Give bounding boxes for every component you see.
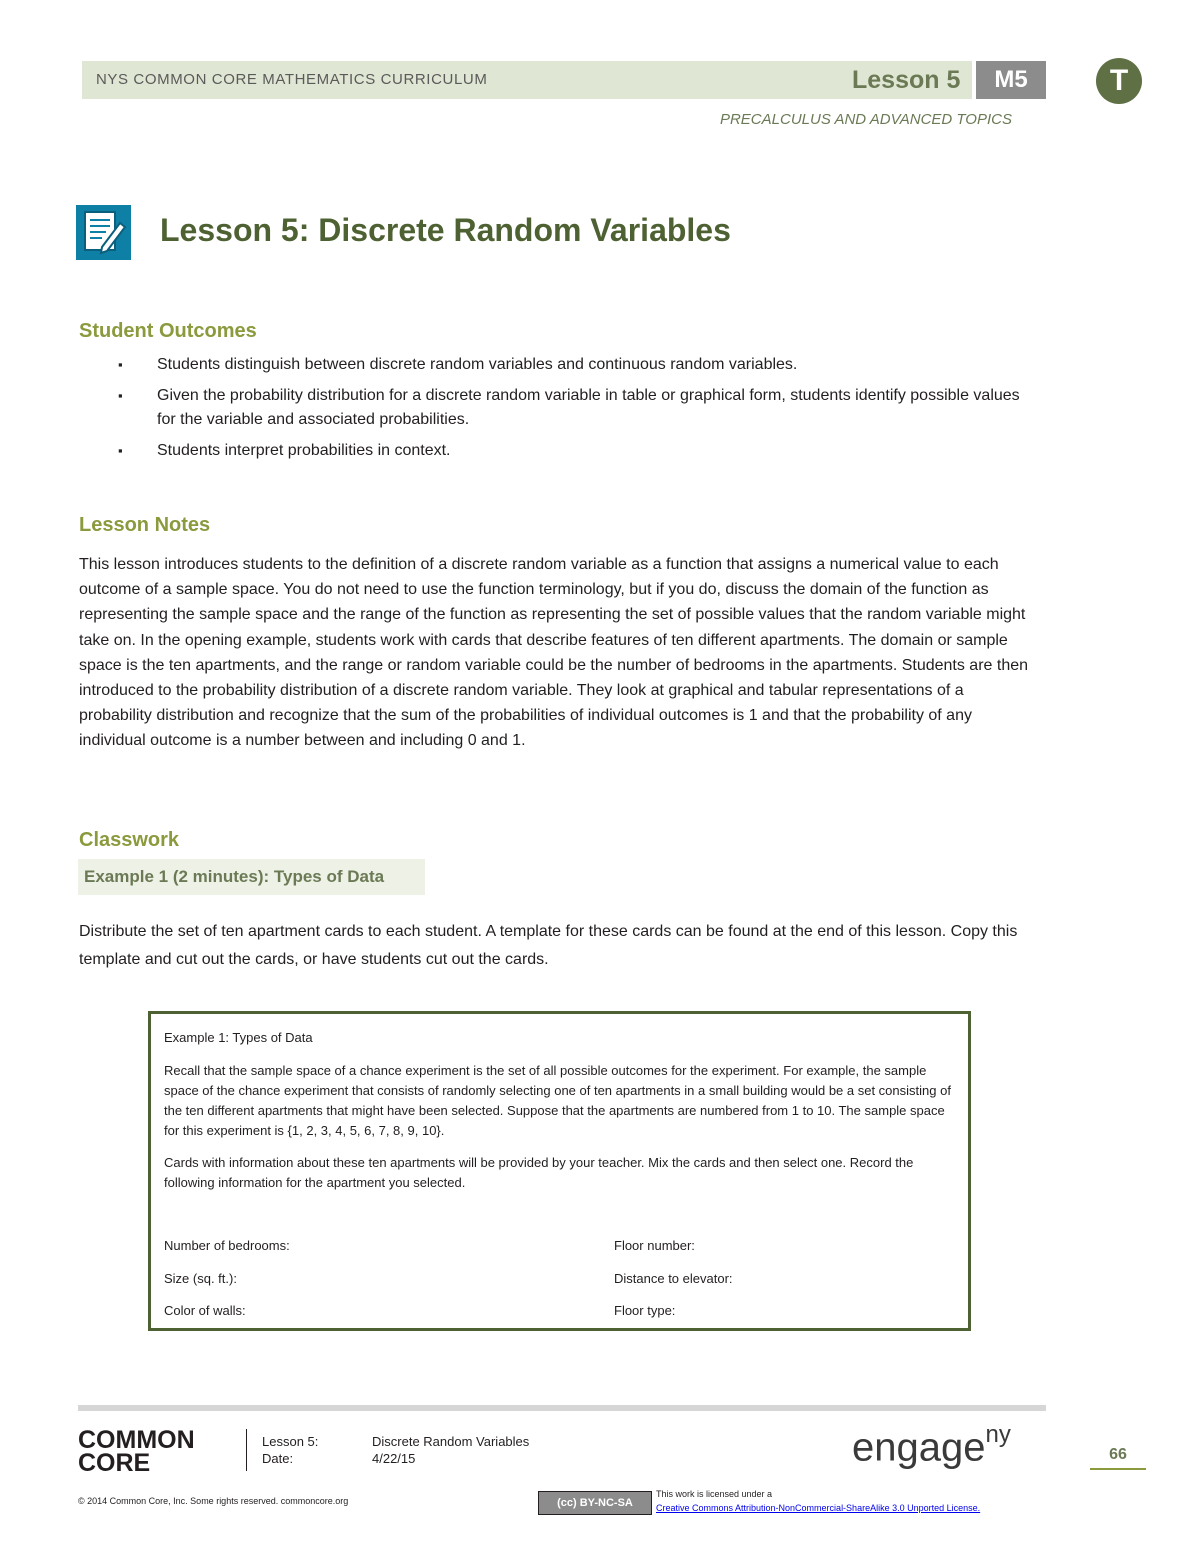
box-paragraph-2: Cards with information about these ten apartments will be provided by your teacher. Mix the cards and then select one. Record the following information for the apartment you selected. [164, 1155, 914, 1190]
outcome-item: ▪ Students distinguish between discrete random variables and continuous random variables. [118, 353, 1033, 377]
outcome-item: ▪ Students interpret probabilities in context. [118, 439, 1033, 463]
cc-license-badge[interactable]: (cc) BY-NC-SA [538, 1491, 652, 1515]
copyright: © 2014 Common Core, Inc. Some rights reserved. commoncore.org [78, 1496, 349, 1506]
license-text: This work is licensed under a [656, 1489, 773, 1499]
footer-divider [78, 1405, 1046, 1411]
footer-date-label: Date: [262, 1451, 294, 1466]
engageny-logo: engage$^{ny}$ [852, 1421, 1011, 1470]
course-name: PRECALCULUS AND ADVANCED TOPICS [719, 111, 1012, 128]
page-number: 66 [1109, 1446, 1127, 1463]
footer-separator [246, 1429, 247, 1471]
page-number-underline [1090, 1468, 1146, 1470]
page-title: Lesson 5: Discrete Random Variables [160, 212, 731, 248]
outcome-item: ▪ Given the probability distribution for a discrete random variable in table or graphical form, students identify possible values for the variable and associated probabilities. [118, 384, 1033, 432]
field-elevator-distance: Distance to elevator: [614, 1271, 733, 1286]
field-floor-type: Floor type: [614, 1303, 676, 1318]
field-size: Size (sq. ft.): [164, 1271, 237, 1286]
student-example-box [148, 1011, 971, 1331]
outcomes-heading: Student Outcomes [79, 320, 257, 342]
lesson-notebook-icon [76, 205, 131, 260]
notes-paragraph: This lesson introduces students to the definition of a discrete random variable as a function that assigns a numerical value to each outcome of a sample space. You do not need to use the function terminology, but if you do, discuss the domain of the function as representing the sample space and the range of the function as representing the set of possible values that the random variable might take on. In the opening example, students work with cards that describe features of ten different apartments. The domain or sample space is the ten apartments, and the range or random variable could be the number of bedrooms in the apartments. Students are then introduced to the probability distribution of a discrete random variable. They look at graphical and tabular representations of a probability distribution and recognize that the sum of the probabilities of individual outcomes is 1 and that the probability of any individual outcome is a number between and including 0 and 1. [79, 556, 1029, 750]
example-heading-box [78, 859, 425, 895]
box-paragraph-1: Recall that the sample space of a chance experiment is the set of all possible outcomes for the experiment. For example, the sample space of the chance experiment that consists of randomly selecting one of ten apartments in a small building would be a set consisting of the ten different apartments that might have been selected. Suppose that the apartments are numbered from 1 to 10. The sample space for this experiment is {1, 2, 3, 4, 5, 6, 7, 8, 9, 10}. [164, 1063, 951, 1138]
lesson-label: Lesson 5 [852, 66, 961, 94]
field-bedrooms: Number of bedrooms: [164, 1238, 290, 1253]
footer-date-value: 4/22/15 [372, 1451, 416, 1466]
notes-heading: Lesson Notes [79, 514, 211, 536]
license-link[interactable]: Creative Commons Attribution-NonCommercial-ShareAlike 3.0 Unported License. [656, 1503, 981, 1513]
classwork-heading: Classwork [79, 829, 180, 851]
field-floor-number: Floor number: [614, 1238, 695, 1253]
module-badge: M5 [976, 61, 1046, 99]
outcomes-list [118, 353, 1033, 470]
footer-lesson-label: Lesson 5: [262, 1434, 319, 1449]
classwork-intro: Distribute the set of ten apartment cards to each student. A template for these cards can be found at the end of this lesson. Copy this template and cut out the cards, or have students cut out the cards. [79, 923, 1018, 968]
footer-lesson-value: Discrete Random Variables [372, 1434, 530, 1449]
curriculum-title: NYS COMMON CORE MATHEMATICS CURRICULUM [96, 71, 488, 88]
teacher-badge: T [1096, 58, 1142, 104]
example-heading: Example 1 (2 minutes): Types of Data [84, 867, 385, 886]
common-core-logo: COMMON CORE [78, 1426, 195, 1477]
box-title: Example 1: Types of Data [164, 1030, 313, 1045]
field-wall-color: Color of walls: [164, 1303, 246, 1318]
